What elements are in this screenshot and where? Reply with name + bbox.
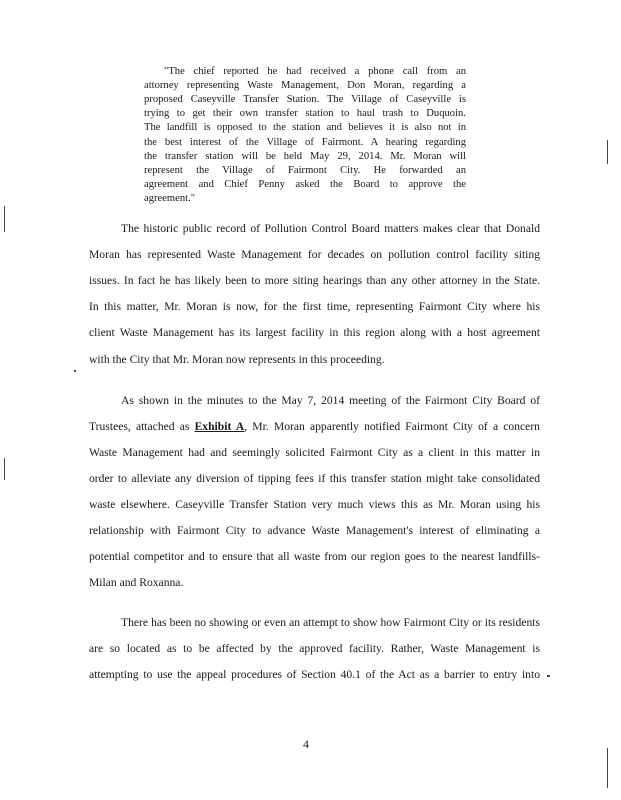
body-line: As shown in the minutes to the May 7, 2014 meeting of the Fairmont City Board of (121, 394, 540, 407)
quote-line: trying to get their own transfer station to haul trash to Duquoin. (144, 108, 466, 119)
quote-line: The landfill is opposed to the station and believes it is also not in (144, 122, 466, 133)
quote-line: the transfer station will be held May 29, 2014. Mr. Moran will (144, 151, 466, 162)
scan-mark (74, 370, 76, 372)
body-line (89, 420, 540, 434)
body-line: issues. In fact he has likely been to more siting hearings than any other attorney in the State. (89, 274, 540, 287)
scan-mark (607, 748, 608, 788)
quote-line: proposed Caseyville Transfer Station. The Village of Caseyville is (144, 94, 466, 105)
exhibit-a-reference: Exhibit A (194, 420, 245, 433)
line-text: Trustees, attached as (89, 420, 195, 433)
quote-line: attorney representing Waste Management, Don Moran, regarding a (144, 80, 466, 91)
body-line: In this matter, Mr. Moran is now, for the first time, representing Fairmont City where his (89, 300, 540, 313)
body-line: There has been no showing or even an attempt to show how Fairmont City or its residents (121, 616, 540, 629)
body-line: are so located as to be affected by the approved facility. Rather, Waste Management is (89, 642, 540, 655)
body-line: with the City that Mr. Moran now represents in this proceeding. (89, 353, 385, 366)
quote-line: agreement and Chief Penny asked the Board to approve the (144, 179, 466, 190)
quote-line: agreement." (144, 193, 196, 204)
quote-line: represent the Village of Fairmont City. He forwarded an (144, 165, 466, 176)
line-text: , Mr. Moran apparently notified Fairmont City of a concern (244, 420, 540, 433)
quote-line: "The chief reported he had received a phone call from an (164, 66, 466, 77)
body-line: waste elsewhere. Caseyville Transfer Station very much views this as Mr. Moran using his (89, 498, 540, 511)
body-line: relationship with Fairmont City to advance Waste Management's interest of eliminating a (89, 524, 540, 537)
body-line: Moran has represented Waste Management for decades on pollution control facility siting (89, 248, 540, 261)
page-number: 4 (303, 737, 309, 751)
quote-line: the best interest of the Village of Fairmont. A hearing regarding (144, 137, 466, 148)
scan-mark (4, 458, 5, 480)
body-line: Waste Management had and seemingly solicited Fairmont City as a client in this matter in (89, 446, 540, 459)
scan-mark (4, 206, 5, 232)
body-line: order to alleviate any diversion of tipping fees if this transfer station might take consolidated (89, 472, 540, 485)
body-line: Milan and Roxanna. (89, 576, 184, 589)
body-line: potential competitor and to ensure that all waste from our region goes to the nearest landfills- (89, 550, 540, 563)
scan-mark (607, 140, 608, 164)
scan-mark (547, 675, 550, 677)
body-line: client Waste Management has its largest facility in this region along with a host agreement (89, 326, 540, 339)
body-line: attempting to use the appeal procedures of Section 40.1 of the Act as a barrier to entry into (89, 668, 540, 681)
body-line: The historic public record of Pollution Control Board matters makes clear that Donald (121, 222, 540, 235)
